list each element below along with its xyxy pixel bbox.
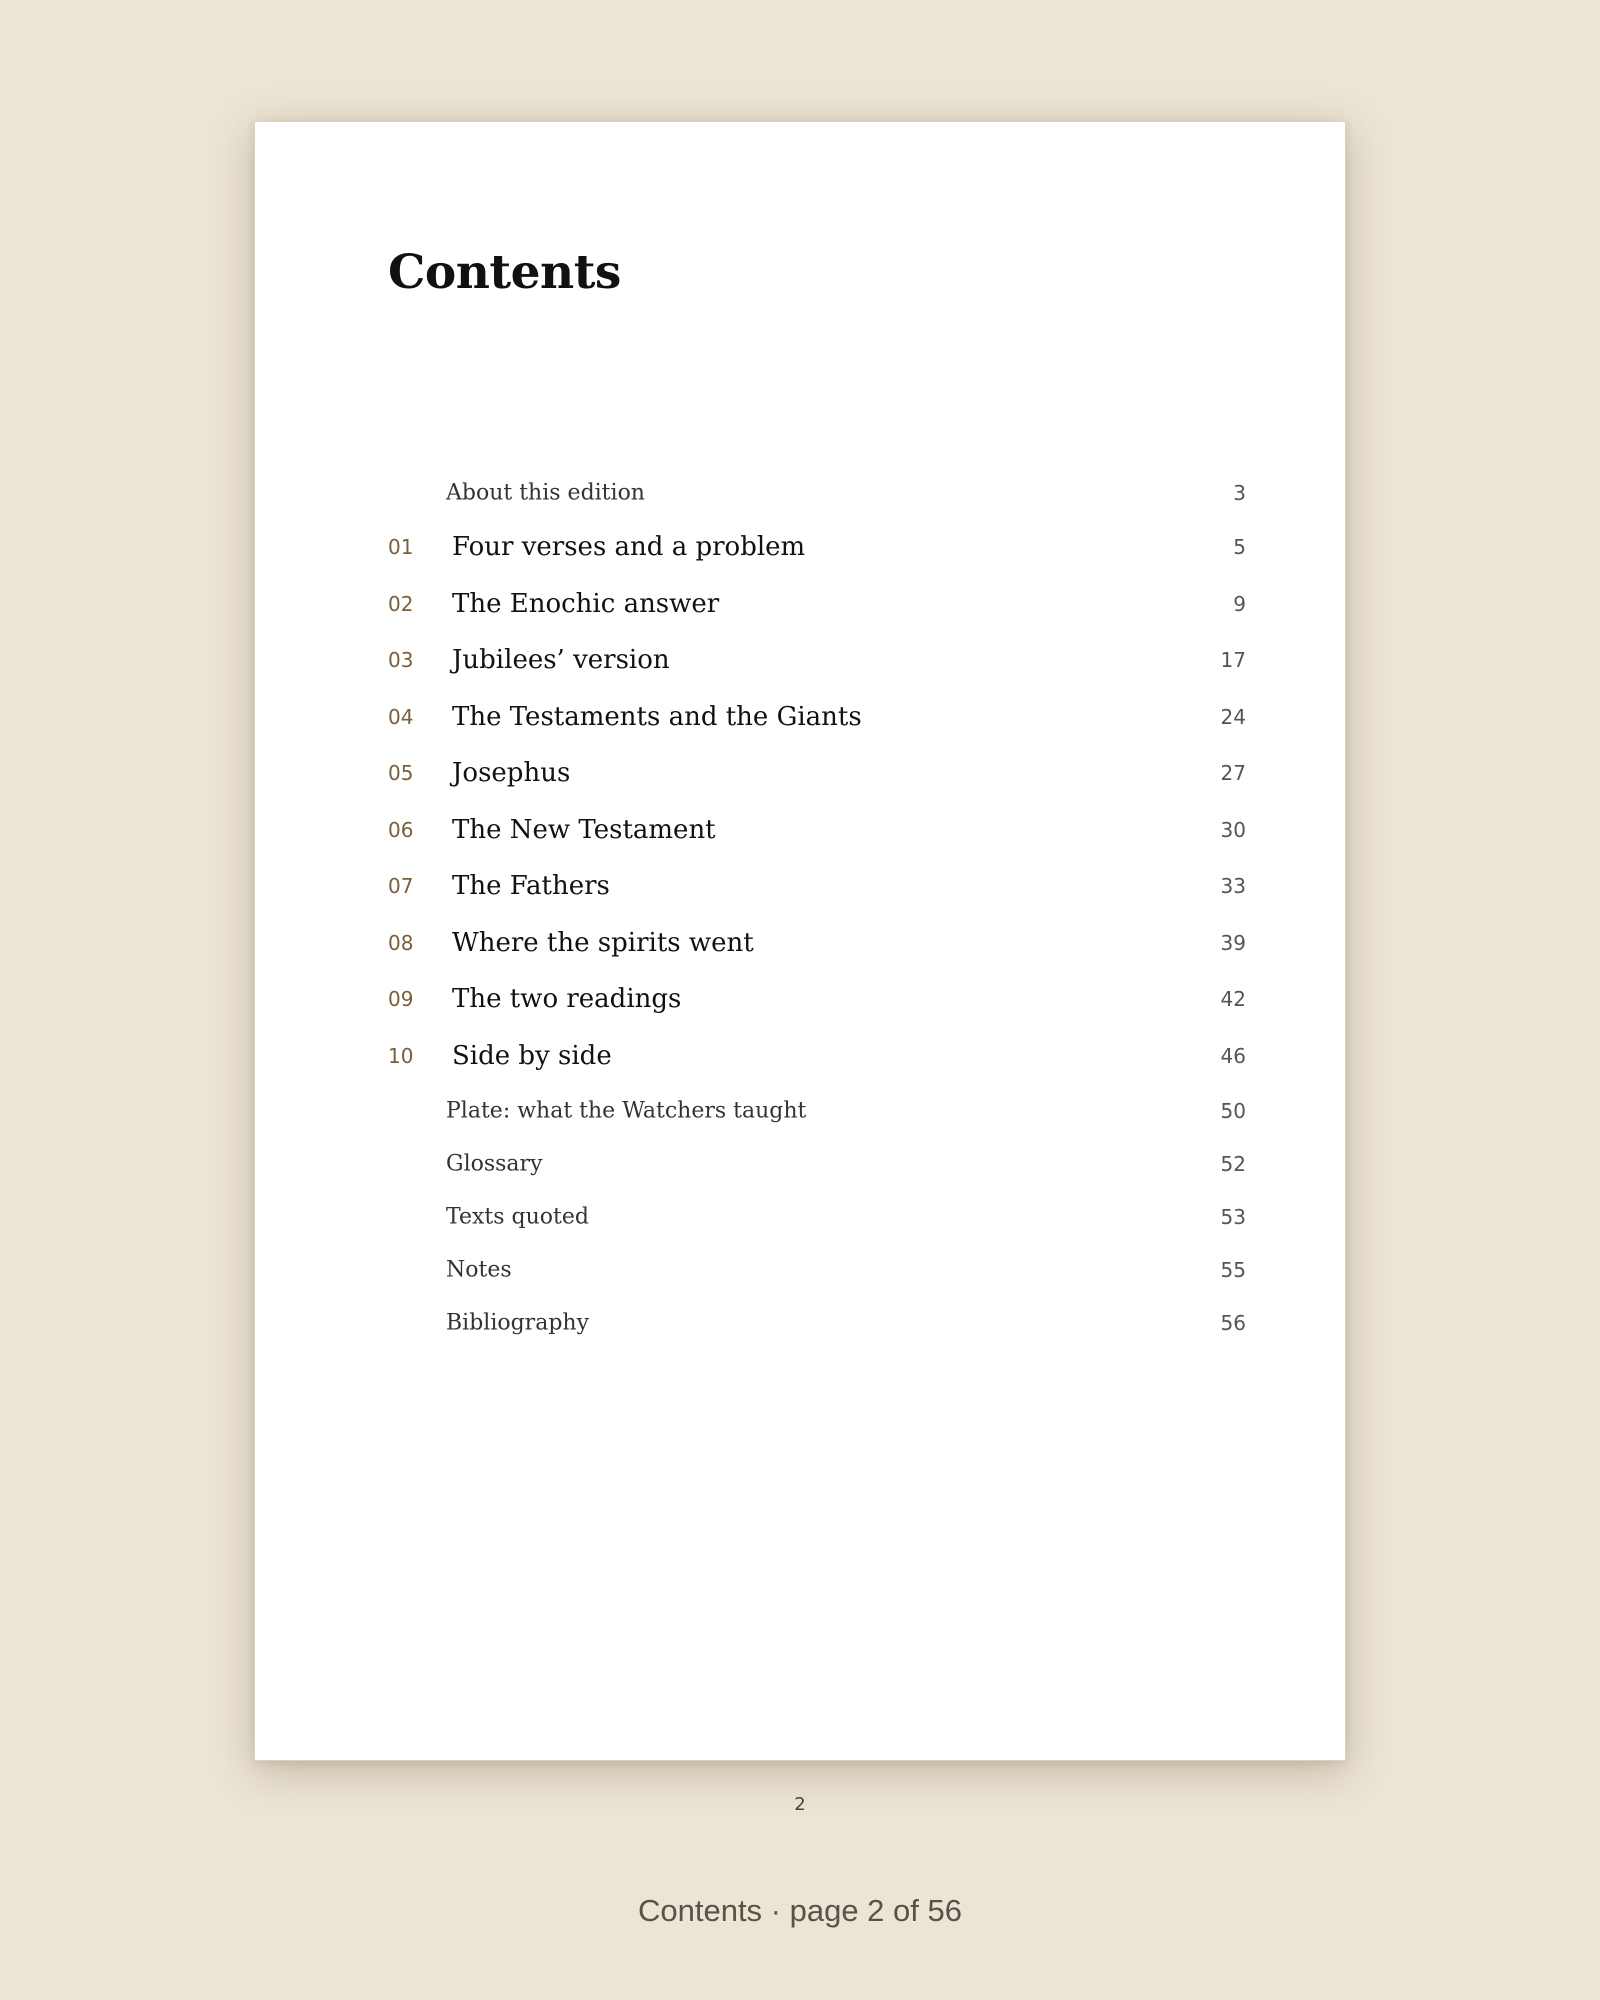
toc-entry-bibliography[interactable] bbox=[388, 1296, 1246, 1349]
toc-chapter-09[interactable] bbox=[388, 971, 1246, 1028]
toc-chapter-10[interactable] bbox=[388, 1028, 1246, 1085]
toc-entry-label: Glossary bbox=[446, 1151, 543, 1176]
table-of-contents bbox=[388, 466, 1246, 1349]
page-title: Contents bbox=[388, 245, 621, 300]
toc-entry-page: 33 bbox=[1220, 874, 1246, 899]
toc-entry-page: 53 bbox=[1220, 1204, 1246, 1229]
chapter-title: The Fathers bbox=[452, 871, 610, 902]
chapter-number: 10 bbox=[388, 1043, 414, 1068]
toc-entry-label: Texts quoted bbox=[446, 1204, 589, 1229]
toc-chapter-06[interactable] bbox=[388, 802, 1246, 859]
toc-chapter-05[interactable] bbox=[388, 745, 1246, 802]
toc-entry-page: 55 bbox=[1220, 1257, 1246, 1282]
chapter-title: Four verses and a problem bbox=[452, 532, 806, 563]
chapter-number: 06 bbox=[388, 817, 414, 842]
chapter-title: Where the spirits went bbox=[452, 927, 754, 958]
toc-entry-glossary[interactable] bbox=[388, 1137, 1246, 1190]
chapter-number: 08 bbox=[388, 930, 414, 955]
toc-entry-page: 46 bbox=[1220, 1043, 1246, 1068]
chapter-title: The New Testament bbox=[452, 814, 716, 845]
toc-entry-page: 42 bbox=[1220, 987, 1246, 1012]
chapter-number: 05 bbox=[388, 761, 414, 786]
document-page bbox=[254, 121, 1346, 1815]
toc-entry-page: 30 bbox=[1220, 817, 1246, 842]
toc-entry-about-edition[interactable] bbox=[388, 466, 1246, 519]
toc-entry-page: 52 bbox=[1220, 1151, 1246, 1176]
toc-entry-label: Bibliography bbox=[446, 1310, 589, 1335]
chapter-number: 03 bbox=[388, 648, 414, 673]
toc-entry-page: 50 bbox=[1220, 1098, 1246, 1123]
toc-chapter-03[interactable] bbox=[388, 632, 1246, 689]
toc-entry-notes[interactable] bbox=[388, 1243, 1246, 1296]
toc-chapter-02[interactable] bbox=[388, 576, 1246, 633]
toc-chapter-04[interactable] bbox=[388, 689, 1246, 746]
chapter-number: 07 bbox=[388, 874, 414, 899]
chapter-title: Side by side bbox=[452, 1040, 612, 1071]
toc-entry-page: 9 bbox=[1233, 591, 1246, 616]
toc-chapter-08[interactable] bbox=[388, 915, 1246, 972]
page-folio: 2 bbox=[794, 1794, 806, 1815]
toc-entry-label: Notes bbox=[446, 1257, 512, 1282]
toc-chapter-01[interactable] bbox=[388, 519, 1246, 576]
chapter-number: 01 bbox=[388, 535, 414, 560]
chapter-title: The Enochic answer bbox=[452, 588, 720, 619]
toc-entry-page: 3 bbox=[1233, 480, 1246, 505]
chapter-title: The Testaments and the Giants bbox=[452, 701, 862, 732]
toc-entry-texts-quoted[interactable] bbox=[388, 1190, 1246, 1243]
toc-entry-page: 5 bbox=[1233, 535, 1246, 560]
chapter-title: Josephus bbox=[452, 758, 571, 789]
toc-entry-plate[interactable] bbox=[388, 1084, 1246, 1137]
toc-entry-label: About this edition bbox=[446, 480, 645, 505]
toc-chapter-07[interactable] bbox=[388, 858, 1246, 915]
toc-entry-page: 56 bbox=[1220, 1310, 1246, 1335]
chapter-number: 09 bbox=[388, 987, 414, 1012]
chapter-title: Jubilees’ version bbox=[452, 645, 670, 676]
toc-entry-label: Plate: what the Watchers taught bbox=[446, 1098, 807, 1123]
toc-entry-page: 27 bbox=[1220, 761, 1246, 786]
toc-entry-page: 17 bbox=[1220, 648, 1246, 673]
chapter-title: The two readings bbox=[452, 984, 682, 1015]
chapter-number: 04 bbox=[388, 704, 414, 729]
toc-entry-page: 39 bbox=[1220, 930, 1246, 955]
toc-entry-page: 24 bbox=[1220, 704, 1246, 729]
page-indicator: Contents · page 2 of 56 bbox=[637, 1893, 962, 1928]
chapter-number: 02 bbox=[388, 591, 414, 616]
